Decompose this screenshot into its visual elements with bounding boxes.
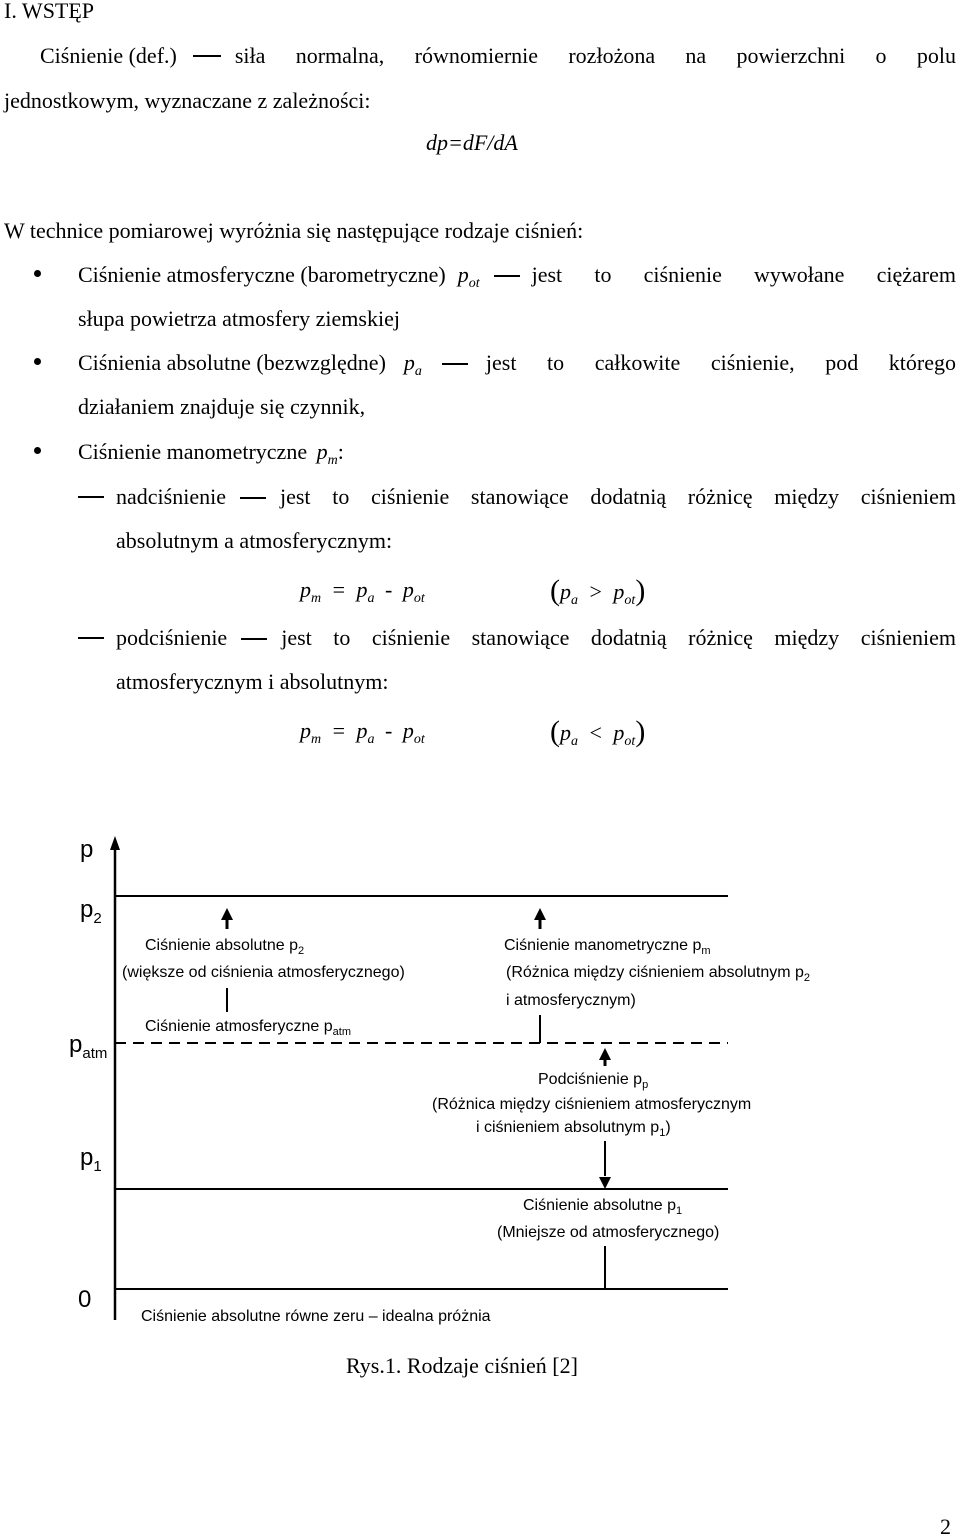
definition-line-2: jednostkowym, wyznaczane z zależności:	[4, 88, 371, 113]
axis-label-p1: $p_1$	[80, 1144, 102, 1175]
subitem-text-cont: atmosferycznym i absolutnym:	[116, 669, 389, 694]
label-underpressure-desc: (Różnica między ciśnieniem atmosferycznym	[432, 1096, 752, 1113]
bullet-text: Ciśnienia absolutne (bezwzględne)	[78, 350, 386, 375]
intro-text: W technice pomiarowej wyróżnia się następujące rodzaje ciśnień:	[4, 218, 584, 243]
label-underpressure: Podciśnienie $p_p$	[538, 1071, 649, 1091]
label-underpressure-desc-2: i ciśnieniem absolutnym $p_1$)	[476, 1119, 671, 1139]
arrow-down-icon	[599, 1177, 611, 1189]
symbol-p-a: $p_a$	[403, 350, 422, 379]
subitem-term: podciśnienie	[116, 625, 228, 650]
section-title: I. WSTĘP	[4, 0, 95, 23]
arrow-up-icon	[599, 1048, 611, 1060]
subitem-text: jest to ciśnienie stanowiące dodatnią różnicę między ciśnieniem	[281, 625, 956, 650]
condition-overpressure: $(p_a > p_{ot})$	[550, 574, 646, 608]
definition-text: siła normalna, równomiernie rozłożona na powierzchni o polu	[234, 43, 956, 68]
label-atmospheric: Ciśnienie atmosferyczne $p_{atm}$	[145, 1018, 351, 1038]
definition-term: Ciśnienie (def.)	[40, 43, 177, 68]
bullet-text-cont: działaniem znajduje się czynnik,	[78, 394, 366, 419]
axis-label-zero: 0	[78, 1286, 92, 1313]
label-gauge: Ciśnienie manometryczne $p_m$	[504, 937, 711, 957]
y-axis-arrow	[110, 836, 120, 850]
colon: :	[337, 439, 344, 464]
label-absolute-p2: Ciśnienie absolutne $p_2$	[145, 937, 305, 957]
symbol-p-ot: $p_{ot}$	[457, 262, 480, 291]
equation-underpressure: $p_m = p_a - p_{ot}$	[300, 718, 425, 747]
bullet-text: jest to całkowite ciśnienie, pod którego	[485, 350, 956, 375]
bullet-text: Ciśnienie manometryczne	[78, 439, 308, 464]
bullet-text: jest to ciśnienie wywołane ciężarem	[531, 262, 956, 287]
axis-label-p: p	[80, 836, 94, 863]
bullet-text: Ciśnienie atmosferyczne (barometryczne)	[78, 262, 446, 287]
label-gauge-desc-2: i atmosferycznym)	[506, 992, 636, 1009]
label-absolute-p1-desc: (Mniejsze od atmosferycznego)	[497, 1224, 720, 1241]
axis-label-patm: $p_{atm}$	[69, 1031, 108, 1062]
equation-overpressure: $p_m = p_a - p_{ot}$	[300, 577, 425, 606]
page-number: 2	[940, 1514, 951, 1539]
bullet-text-cont: słupa powietrza atmosfery ziemskiej	[78, 306, 400, 331]
arrow-up-icon	[221, 908, 233, 920]
figure-caption: Rys.1. Rodzaje ciśnień [2]	[346, 1353, 578, 1378]
label-zero-vacuum: Ciśnienie absolutne równe zeru – idealna próżnia	[141, 1308, 491, 1325]
label-absolute-p2-desc: (większe od ciśnienia atmosferycznego)	[122, 964, 405, 981]
condition-underpressure: $(p_a < p_{ot})$	[550, 715, 646, 749]
subitem-text: jest to ciśnienie stanowiące dodatnią różnicę między ciśnieniem	[279, 484, 956, 509]
subitem-term: nadciśnienie	[116, 484, 226, 509]
arrow-up-icon	[534, 908, 546, 920]
axis-label-p2: $p_2$	[80, 896, 102, 927]
label-gauge-desc: (Różnica między ciśnieniem absolutnym $p_2$	[506, 964, 811, 984]
symbol-p-m: $p_m$	[316, 439, 338, 468]
definition-formula: dp=dF/dA	[426, 130, 518, 155]
label-absolute-p1: Ciśnienie absolutne $p_1$	[523, 1197, 683, 1217]
subitem-text-cont: absolutnym a atmosferycznym:	[116, 528, 393, 553]
